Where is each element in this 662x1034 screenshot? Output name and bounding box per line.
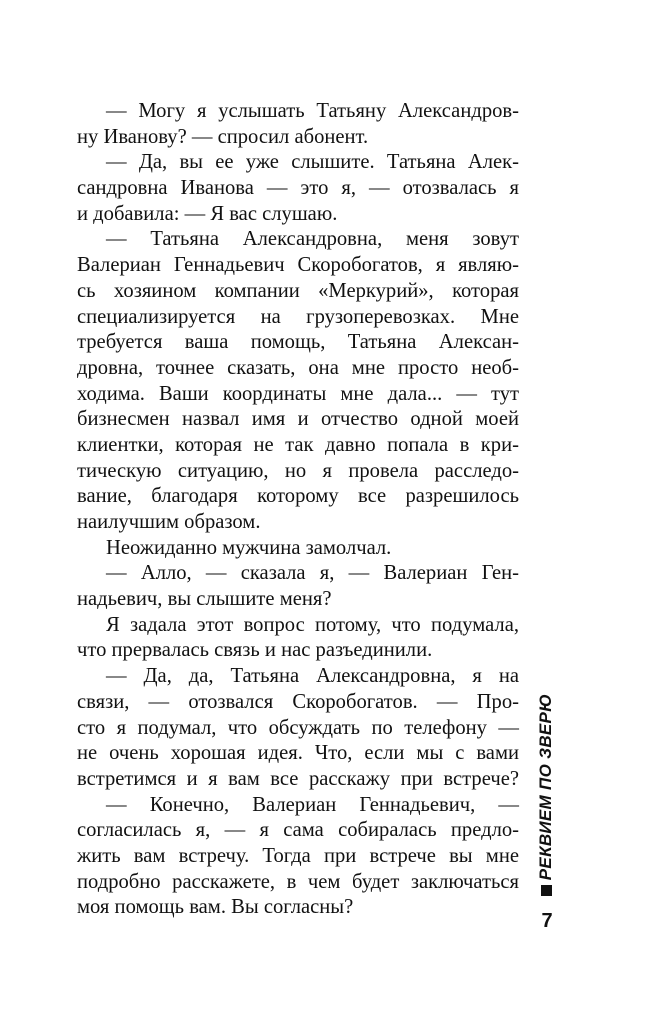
text-line: что прервалась связь и нас разъединили. (77, 639, 433, 662)
text-line: специализируется на грузоперевозках. Мне (77, 305, 519, 328)
text-line: не очень хорошая идея. Что, если мы с вами (77, 742, 519, 765)
paragraph (77, 613, 519, 664)
text-line: моя помощь вам. Вы согласны? (77, 896, 354, 919)
text-line: требуется ваша помощь, Татьяна Алексан- (77, 331, 519, 354)
text-line: наилучшим образом. (77, 511, 261, 533)
text-line: клиентки, которая не так давно попала в кри- (77, 433, 519, 456)
text-line: — Конечно, Валериан Геннадьевич, — (106, 793, 519, 816)
text-line: Валериан Геннадьевич Скоробогатов, я являю- (77, 254, 519, 277)
paragraph (77, 536, 519, 562)
text-line: связи, — отозвался Скоробогатов. — Про- (77, 690, 519, 713)
text-line: и добавила: — Я вас слушаю. (77, 202, 338, 225)
text-line: дровна, точнее сказать, она мне просто необ- (77, 356, 519, 379)
text-line: вание, благодаря которому все разрешилось (77, 485, 519, 508)
text-line: — Татьяна Александровна, меня зовут (106, 228, 519, 251)
text-line: ходима. Ваши координаты мне дала... — тут (77, 382, 519, 405)
text-line: Неожиданно мужчина замолчал. (106, 536, 392, 559)
paragraph (77, 99, 519, 150)
text-line: — Да, да, Татьяна Александровна, я на (106, 665, 519, 688)
paragraph (77, 664, 519, 792)
text-line: бизнесмен назвал имя и отчество одной моей (77, 408, 519, 431)
paragraph (77, 561, 519, 612)
running-title-text: РЕКВИЕМ ПО ЗВЕРЮ (536, 693, 556, 881)
text-line: — Алло, — сказала я, — Валериан Ген- (106, 562, 519, 585)
text-line: тическую ситуацию, но я провела расследо- (77, 459, 519, 482)
text-line: встретимся и я вам все расскажу при встрече? (77, 767, 519, 790)
text-line: сь хозяином компании «Меркурий», которая (77, 279, 519, 302)
text-line: Я задала этот вопрос потому, что подумала, (106, 613, 519, 636)
text-line: подробно расскажете, в чем будет заключаться (77, 870, 519, 893)
text-line: ну Иванову? — спросил абонент. (77, 125, 369, 148)
text-line: надьевич, вы слышите меня? (77, 588, 332, 611)
paragraph (77, 793, 519, 921)
page-number: 7 (541, 910, 553, 932)
text-line: жить вам встречу. Тогда при встрече вы мне (77, 844, 519, 867)
paragraph (77, 150, 519, 227)
paragraph (77, 227, 519, 535)
folio-square-icon (541, 885, 552, 896)
text-line: сандровна Иванова — это я, — отозвалась я (77, 177, 519, 200)
text-line: — Да, вы ее уже слышите. Татьяна Алек- (106, 151, 519, 174)
running-title (532, 693, 560, 881)
text-line: сто я подумал, что обсуждать по телефону — (77, 716, 519, 739)
text-line: — Могу я услышать Татьяну Александров- (106, 100, 519, 122)
body-text (77, 99, 519, 921)
text-line: согласилась я, — я сама собиралась предло- (77, 819, 519, 842)
